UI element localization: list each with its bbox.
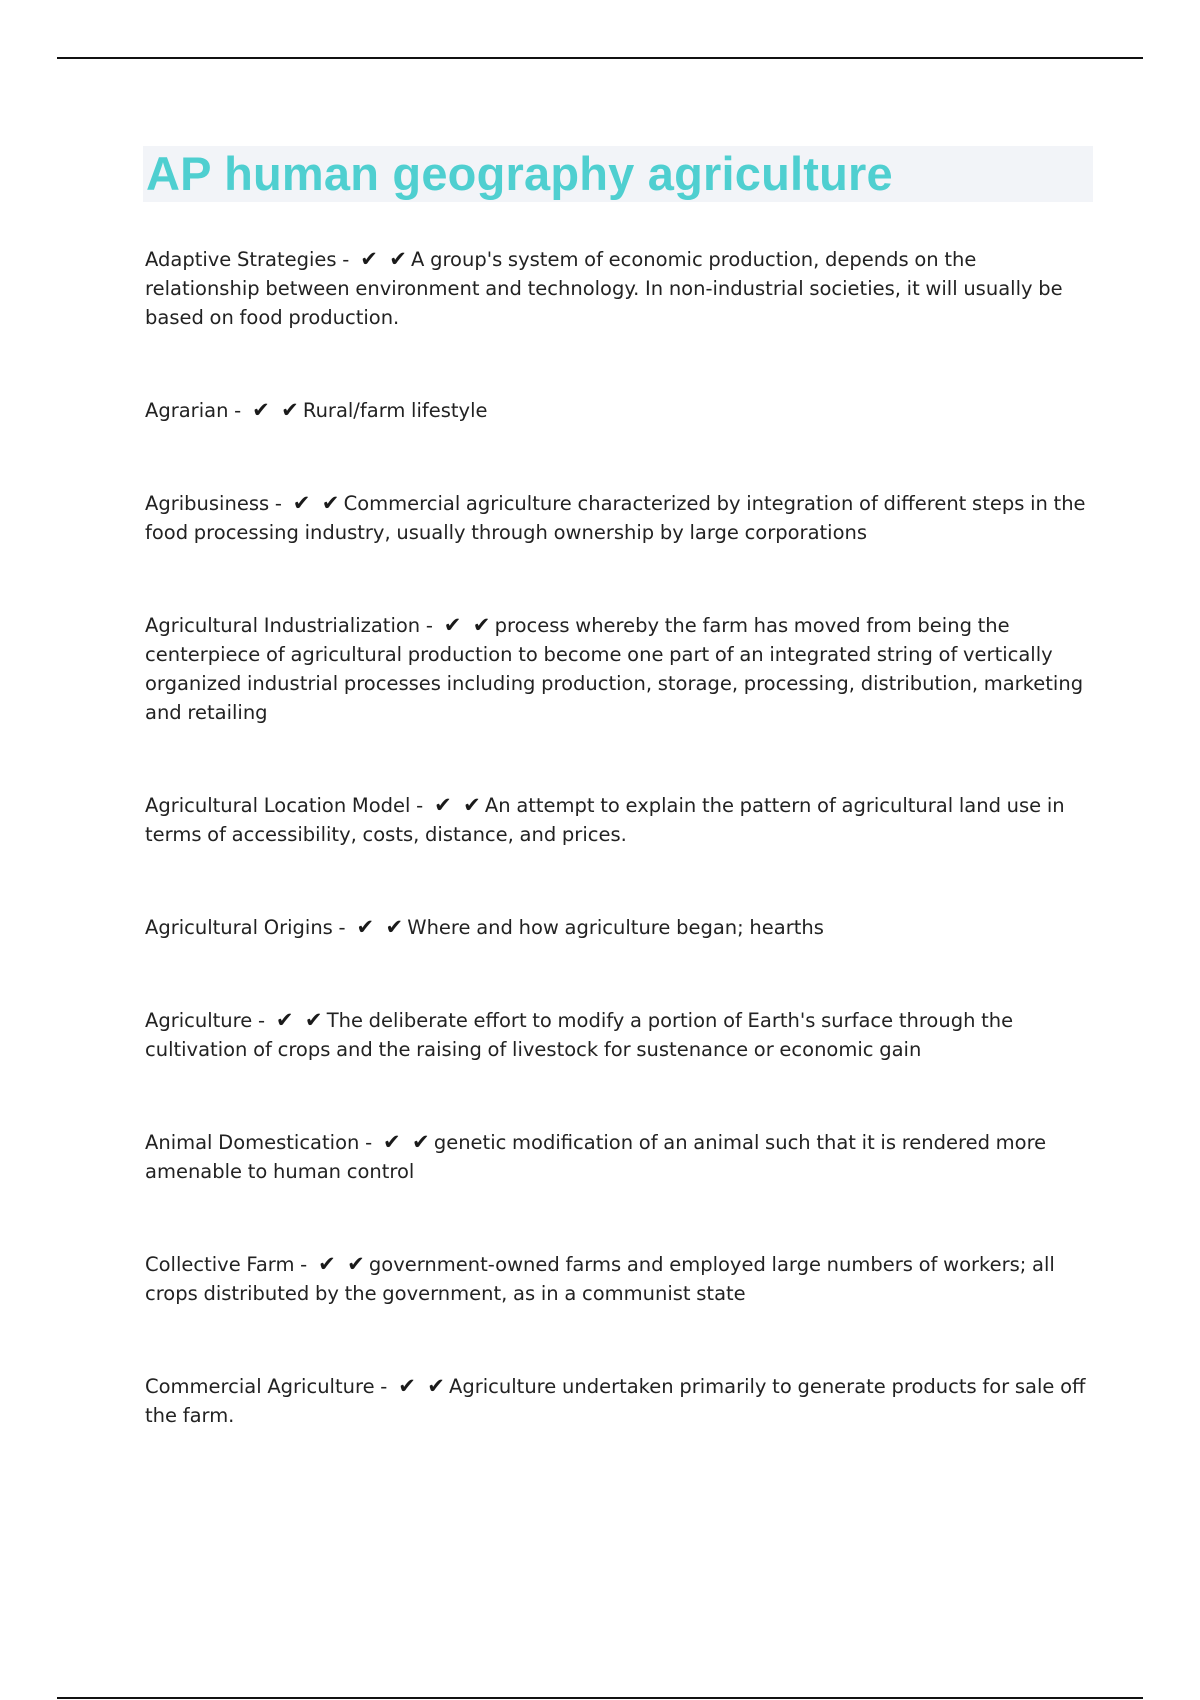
term-name: Agriculture <box>145 1009 253 1032</box>
term-definition: genetic modification of an animal such that it is rendered more amenable to human control <box>145 1131 1047 1183</box>
term-entry <box>145 245 1095 332</box>
term-name: Agricultural Origins <box>145 916 333 939</box>
checkmark-icon: ✔ <box>360 247 378 271</box>
term-definition: government-owned farms and employed large numbers of workers; all crops distributed by the government, as in a communist state <box>145 1253 1055 1305</box>
top-rule <box>57 57 1143 59</box>
checkmark-icon: ✔ <box>463 793 481 817</box>
checkmark-icon: ✔ <box>389 247 407 271</box>
term-separator: - <box>380 1375 388 1398</box>
term-definition: The deliberate effort to modify a portion of Earth's surface through the cultivation of crops and the raising of livestock for sustenance or economic gain <box>145 1009 1014 1061</box>
term-entry <box>145 1372 1095 1430</box>
checkmark-icon: ✔ <box>304 1008 323 1032</box>
term-separator: - <box>416 794 424 817</box>
checkmark-icon: ✔ <box>427 1374 445 1398</box>
checkmark-icon: ✔ <box>356 915 375 939</box>
term-separator: - <box>234 399 242 422</box>
checkmark-icon: ✔ <box>252 398 270 422</box>
checkmark-icon: ✔ <box>318 1252 336 1276</box>
term-separator: - <box>365 1131 373 1154</box>
term-name: Animal Domestication <box>145 1131 360 1154</box>
term-entry <box>145 1250 1095 1308</box>
term-entry <box>145 611 1095 727</box>
checkmark-icon: ✔ <box>383 1130 401 1154</box>
term-entry <box>145 489 1095 547</box>
term-separator: - <box>257 1009 265 1032</box>
term-entry <box>145 396 1095 425</box>
term-separator: - <box>342 248 350 271</box>
checkmark-icon: ✔ <box>385 915 404 939</box>
checkmark-icon: ✔ <box>321 491 340 515</box>
checkmark-icon: ✔ <box>398 1374 416 1398</box>
checkmark-icon: ✔ <box>347 1252 365 1276</box>
term-definition: Agriculture undertaken primarily to generate products for sale off the farm. <box>145 1375 1086 1427</box>
document-title: AP human geography agriculture <box>146 147 893 200</box>
term-name: Collective Farm <box>145 1253 295 1276</box>
checkmark-icon: ✔ <box>434 793 452 817</box>
term-name: Commercial Agriculture <box>145 1375 375 1398</box>
bottom-rule <box>57 1697 1143 1699</box>
term-separator: - <box>274 492 282 515</box>
term-name: Adaptive Strategies <box>145 248 337 271</box>
checkmark-icon: ✔ <box>472 613 491 637</box>
term-separator: - <box>425 614 433 637</box>
term-definition: Commercial agriculture characterized by integration of different steps in the food processing industry, usually through ownership by large corporations <box>145 492 1086 544</box>
term-separator: - <box>338 916 346 939</box>
term-entry <box>145 1128 1095 1186</box>
checkmark-icon: ✔ <box>443 613 462 637</box>
term-definition: An attempt to explain the pattern of agricultural land use in terms of accessibility, costs, distance, and prices. <box>145 794 1065 846</box>
checkmark-icon: ✔ <box>412 1130 430 1154</box>
term-name: Agrarian <box>145 399 229 422</box>
term-entry <box>145 791 1095 849</box>
term-entry <box>145 913 1095 942</box>
term-list <box>145 245 1095 1494</box>
term-definition: Rural/farm lifestyle <box>302 399 488 422</box>
term-name: Agricultural Industrialization <box>145 614 421 637</box>
checkmark-icon: ✔ <box>292 491 311 515</box>
term-name: Agribusiness <box>145 492 270 515</box>
term-separator: - <box>300 1253 308 1276</box>
checkmark-icon: ✔ <box>281 398 299 422</box>
checkmark-icon: ✔ <box>275 1008 294 1032</box>
term-name: Agricultural Location Model <box>145 794 411 817</box>
term-definition: A group's system of economic production, depends on the relationship between environment and technology. In non-industrial societies, it will usually be based on food production. <box>145 248 1063 329</box>
term-definition: Where and how agriculture began; hearths <box>407 916 824 939</box>
term-entry <box>145 1006 1095 1064</box>
term-definition: process whereby the farm has moved from being the centerpiece of agricultural production to become one part of an integrated string of vertically organized industrial processes including production, storage, processing, distribution, marketing and retailing <box>145 614 1084 724</box>
